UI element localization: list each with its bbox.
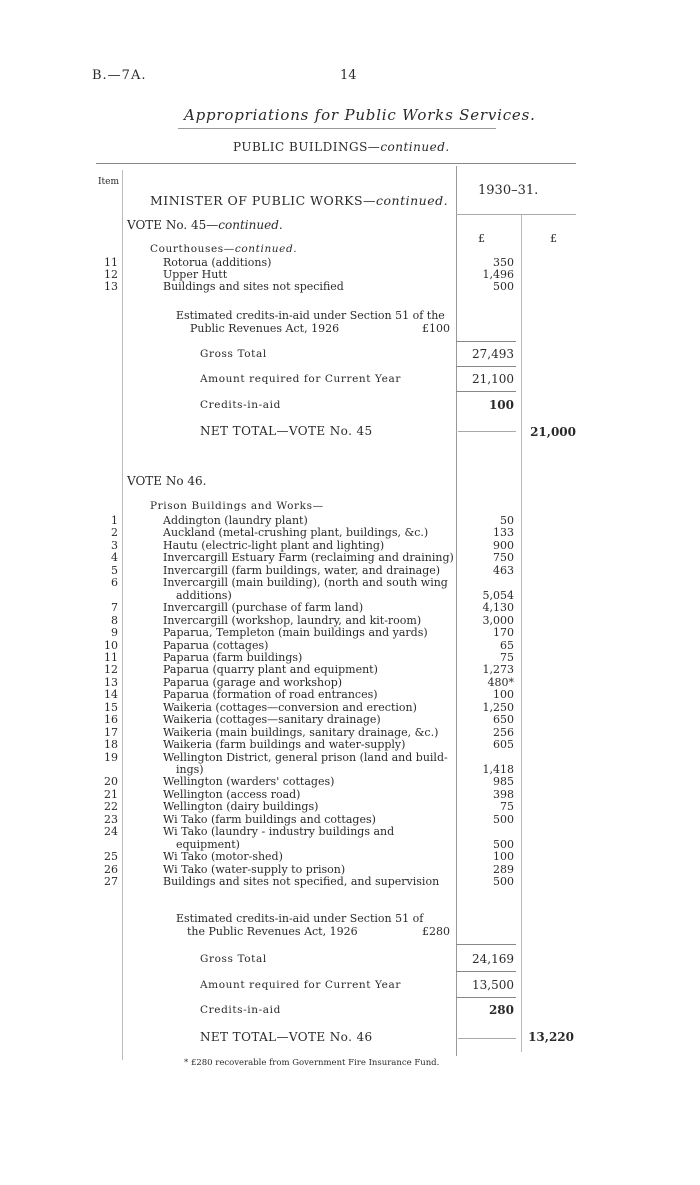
table-row <box>0 651 700 664</box>
item-amount: 480* <box>487 675 514 689</box>
item-amount: 985 <box>493 775 514 789</box>
item-number: 11 <box>104 256 118 269</box>
item-number: 4 <box>111 551 118 565</box>
item-description: Wi Tako (farm buildings and cottages) <box>163 812 376 826</box>
table-row <box>0 256 700 269</box>
table-row <box>0 825 700 838</box>
item-number: 27 <box>104 875 118 889</box>
section-subtitle <box>233 140 450 154</box>
table-row <box>0 813 700 826</box>
item-amount: 4,130 <box>482 601 514 615</box>
item-description: Buildings and sites not specified <box>163 280 344 294</box>
item-number: 7 <box>111 601 118 615</box>
item-description: Paparua (garage and workshop) <box>163 675 343 689</box>
item-number: 17 <box>104 725 118 739</box>
item-description: Invercargill (main building), (north and south wing <box>163 576 448 590</box>
item-description: Waikeria (cottages—conversion and erection) <box>163 700 417 714</box>
item-amount: 5,054 <box>482 588 514 602</box>
item-amount: 75 <box>500 650 514 664</box>
vote46-credits-amount: £280 <box>422 925 450 938</box>
item-column-header: Item <box>98 177 120 187</box>
item-number: 2 <box>111 526 118 540</box>
item-amount: 100 <box>493 850 514 864</box>
vote46-cia-value: 280 <box>488 1003 514 1017</box>
item-description: Paparua (quarry plant and equipment) <box>163 663 378 677</box>
vote45-required-label: Amount required for Current Year <box>200 373 401 385</box>
item-description: Rotorua (additions) <box>163 256 272 269</box>
document-reference: B.—7A. <box>92 68 147 83</box>
item-amount: 170 <box>493 626 514 640</box>
year-underline <box>456 214 576 215</box>
vote45-gross-under-rule <box>456 366 516 367</box>
item-amount: 1,250 <box>482 700 514 714</box>
item-number: 20 <box>104 775 118 789</box>
table-row <box>0 751 700 764</box>
item-description: Paparua (formation of road entrances) <box>163 688 378 702</box>
item-number: 25 <box>104 850 118 864</box>
item-amount: 65 <box>500 638 514 652</box>
item-description: Waikeria (main buildings, sanitary drainage, &c.) <box>163 725 439 739</box>
title-underline <box>178 128 496 129</box>
vote46-required-value: 13,500 <box>472 978 514 992</box>
vote45-gross-label: Gross Total <box>200 348 267 360</box>
table-row <box>0 589 700 602</box>
vote46-required-rule <box>456 997 516 998</box>
table-row <box>0 526 700 539</box>
table-row <box>0 863 700 876</box>
item-amount: 50 <box>500 514 514 527</box>
item-number: 10 <box>104 638 118 652</box>
table-row <box>0 551 700 564</box>
item-description: Invercargill (workshop, laundry, and kit-room) <box>163 613 422 627</box>
item-number: 18 <box>104 738 118 752</box>
item-amount: 750 <box>493 551 514 565</box>
table-top-rule <box>96 163 576 164</box>
item-amount: 500 <box>493 837 514 851</box>
item-description: Wellington District, general prison (land and build- <box>163 750 448 764</box>
table-row <box>0 514 700 527</box>
vote45-title: VOTE No. 45— <box>127 218 219 232</box>
vote45-section-title: Courthouses— <box>150 243 235 255</box>
vote45-cia-value: 100 <box>488 398 514 412</box>
table-row <box>0 663 700 676</box>
vote46-net-label: NET TOTAL—VOTE No. 46 <box>200 1030 373 1044</box>
item-description: additions) <box>176 588 232 602</box>
item-description: Wi Tako (laundry - industry buildings and <box>163 825 395 839</box>
vote46-gross-under-rule <box>456 971 516 972</box>
item-number: 26 <box>104 862 118 876</box>
table-row <box>0 701 700 714</box>
table-row <box>0 268 700 281</box>
vote46-net-value: 13,220 <box>528 1030 574 1044</box>
item-description: Waikeria (farm buildings and water-supply) <box>163 738 406 752</box>
table-row <box>0 788 700 801</box>
item-description: Invercargill (farm buildings, water, and drainage) <box>163 563 441 577</box>
table-row <box>0 539 700 552</box>
vote46-cia-label: Credits-in-aid <box>200 1004 281 1016</box>
item-amount: 1,273 <box>482 663 514 677</box>
item-amount: 289 <box>493 862 514 876</box>
item-description: Paparua, Templeton (main buildings and yards) <box>163 626 428 640</box>
vote45-credits-amount: £100 <box>422 322 450 335</box>
item-amount: 500 <box>493 812 514 826</box>
item-description: Invercargill (purchase of farm land) <box>163 601 364 615</box>
item-number: 13 <box>104 280 118 294</box>
table-row <box>0 280 700 293</box>
item-description: Wellington (access road) <box>163 787 301 801</box>
item-amount: 398 <box>493 787 514 801</box>
currency-col1: £ <box>478 232 485 245</box>
item-description: equipment) <box>176 837 240 851</box>
item-amount: 900 <box>493 538 514 552</box>
table-row <box>0 626 700 639</box>
table-row <box>0 639 700 652</box>
subtitle-text: PUBLIC BUILDINGS— <box>233 140 381 154</box>
item-number: 12 <box>104 663 118 677</box>
item-number: 9 <box>111 626 118 640</box>
vote46-heading: VOTE No 46. <box>127 474 207 488</box>
vote46-credits-line2: the Public Revenues Act, 1926 <box>187 925 358 938</box>
vote46-section: Prison Buildings and Works— <box>150 500 324 512</box>
table-row <box>0 713 700 726</box>
vote45-net-label: NET TOTAL—VOTE No. 45 <box>200 424 373 438</box>
item-amount: 650 <box>493 713 514 727</box>
table-row <box>0 576 700 589</box>
page-number: 14 <box>340 68 357 83</box>
item-amount: 1,418 <box>482 763 514 776</box>
item-number: 13 <box>104 675 118 689</box>
vote45-section <box>150 243 297 255</box>
item-description: Addington (laundry plant) <box>163 514 308 527</box>
table-row <box>0 763 700 776</box>
currency-col2: £ <box>550 232 557 245</box>
item-amount: 500 <box>493 875 514 889</box>
item-description: Upper Hutt <box>163 268 228 282</box>
item-description: Waikeria (cottages—sanitary drainage) <box>163 713 381 727</box>
minister-heading <box>150 193 448 208</box>
vote46-gross-rule <box>456 944 516 945</box>
item-number: 19 <box>104 750 118 764</box>
item-description: Wi Tako (water-supply to prison) <box>163 862 346 876</box>
vote46-credits-line1: Estimated credits-in-aid under Section 51 of <box>176 912 424 925</box>
table-row <box>0 738 700 751</box>
item-number: 5 <box>111 563 118 577</box>
item-number: 11 <box>104 650 118 664</box>
item-number: 22 <box>104 800 118 814</box>
item-amount: 463 <box>493 563 514 577</box>
item-description: Wellington (dairy buildings) <box>163 800 319 814</box>
item-amount: 3,000 <box>482 613 514 627</box>
table-row <box>0 875 700 888</box>
table-row <box>0 614 700 627</box>
item-number: 12 <box>104 268 118 282</box>
table-row <box>0 564 700 577</box>
item-amount: 500 <box>493 280 514 294</box>
vote45-gross-rule <box>456 341 516 342</box>
table-row <box>0 838 700 851</box>
table-row <box>0 676 700 689</box>
vote45-credits-line2: Public Revenues Act, 1926 <box>190 322 340 335</box>
item-description: Paparua (farm buildings) <box>163 650 303 664</box>
item-amount: 75 <box>500 800 514 814</box>
vote46-net-rule <box>458 1038 516 1039</box>
table-row <box>0 688 700 701</box>
item-number: 21 <box>104 787 118 801</box>
table-row <box>0 850 700 863</box>
item-amount: 1,496 <box>482 268 514 282</box>
item-description: Paparua (cottages) <box>163 638 269 652</box>
vote45-gross-value: 27,493 <box>472 347 514 361</box>
vote46-required-label: Amount required for Current Year <box>200 979 401 991</box>
item-number: 1 <box>111 514 118 527</box>
vote45-required-rule <box>456 391 516 392</box>
vote45-heading <box>127 218 283 232</box>
item-number: 24 <box>104 825 118 839</box>
item-amount: 605 <box>493 738 514 752</box>
item-description: ings) <box>176 763 204 776</box>
item-number: 8 <box>111 613 118 627</box>
item-amount: 350 <box>493 256 514 269</box>
footnote: * £280 recoverable from Government Fire Insurance Fund. <box>184 1058 440 1068</box>
table-row <box>0 726 700 739</box>
item-number: 15 <box>104 700 118 714</box>
item-description: Invercargill Estuary Farm (reclaiming and draining) <box>163 551 454 565</box>
table-row <box>0 800 700 813</box>
vote45-section-continued: continued. <box>234 243 298 255</box>
item-number: 23 <box>104 812 118 826</box>
page-title: Appropriations for Public Works Services. <box>184 106 536 124</box>
year-header: 1930–31. <box>478 183 539 198</box>
item-description: Buildings and sites not specified, and supervision <box>163 875 440 889</box>
item-description: Auckland (metal-crushing plant, buildings, &c.) <box>163 526 429 540</box>
vote45-cia-label: Credits-in-aid <box>200 399 281 411</box>
item-number: 16 <box>104 713 118 727</box>
vote45-net-value: 21,000 <box>530 425 576 439</box>
table-row <box>0 601 700 614</box>
vote45-credits-line1: Estimated credits-in-aid under Section 51 of the <box>176 309 445 322</box>
vote45-required-value: 21,100 <box>472 372 514 386</box>
item-number: 6 <box>111 576 118 590</box>
item-amount: 256 <box>493 725 514 739</box>
item-description: Wellington (warders' cottages) <box>163 775 335 789</box>
vote45-net-rule <box>458 431 516 432</box>
subtitle-continued: continued. <box>380 140 450 154</box>
item-number: 14 <box>104 688 118 702</box>
table-row <box>0 775 700 788</box>
item-description: Wi Tako (motor-shed) <box>163 850 283 864</box>
item-amount: 133 <box>493 526 514 540</box>
item-number: 3 <box>111 538 118 552</box>
vote46-gross-label: Gross Total <box>200 953 267 965</box>
minister-name: MINISTER OF PUBLIC WORKS— <box>150 193 377 208</box>
vote45-continued: continued. <box>218 218 283 232</box>
item-amount: 100 <box>493 688 514 702</box>
vote46-gross-value: 24,169 <box>472 952 514 966</box>
item-description: Hautu (electric-light plant and lighting) <box>163 538 385 552</box>
minister-continued: continued. <box>376 193 449 208</box>
